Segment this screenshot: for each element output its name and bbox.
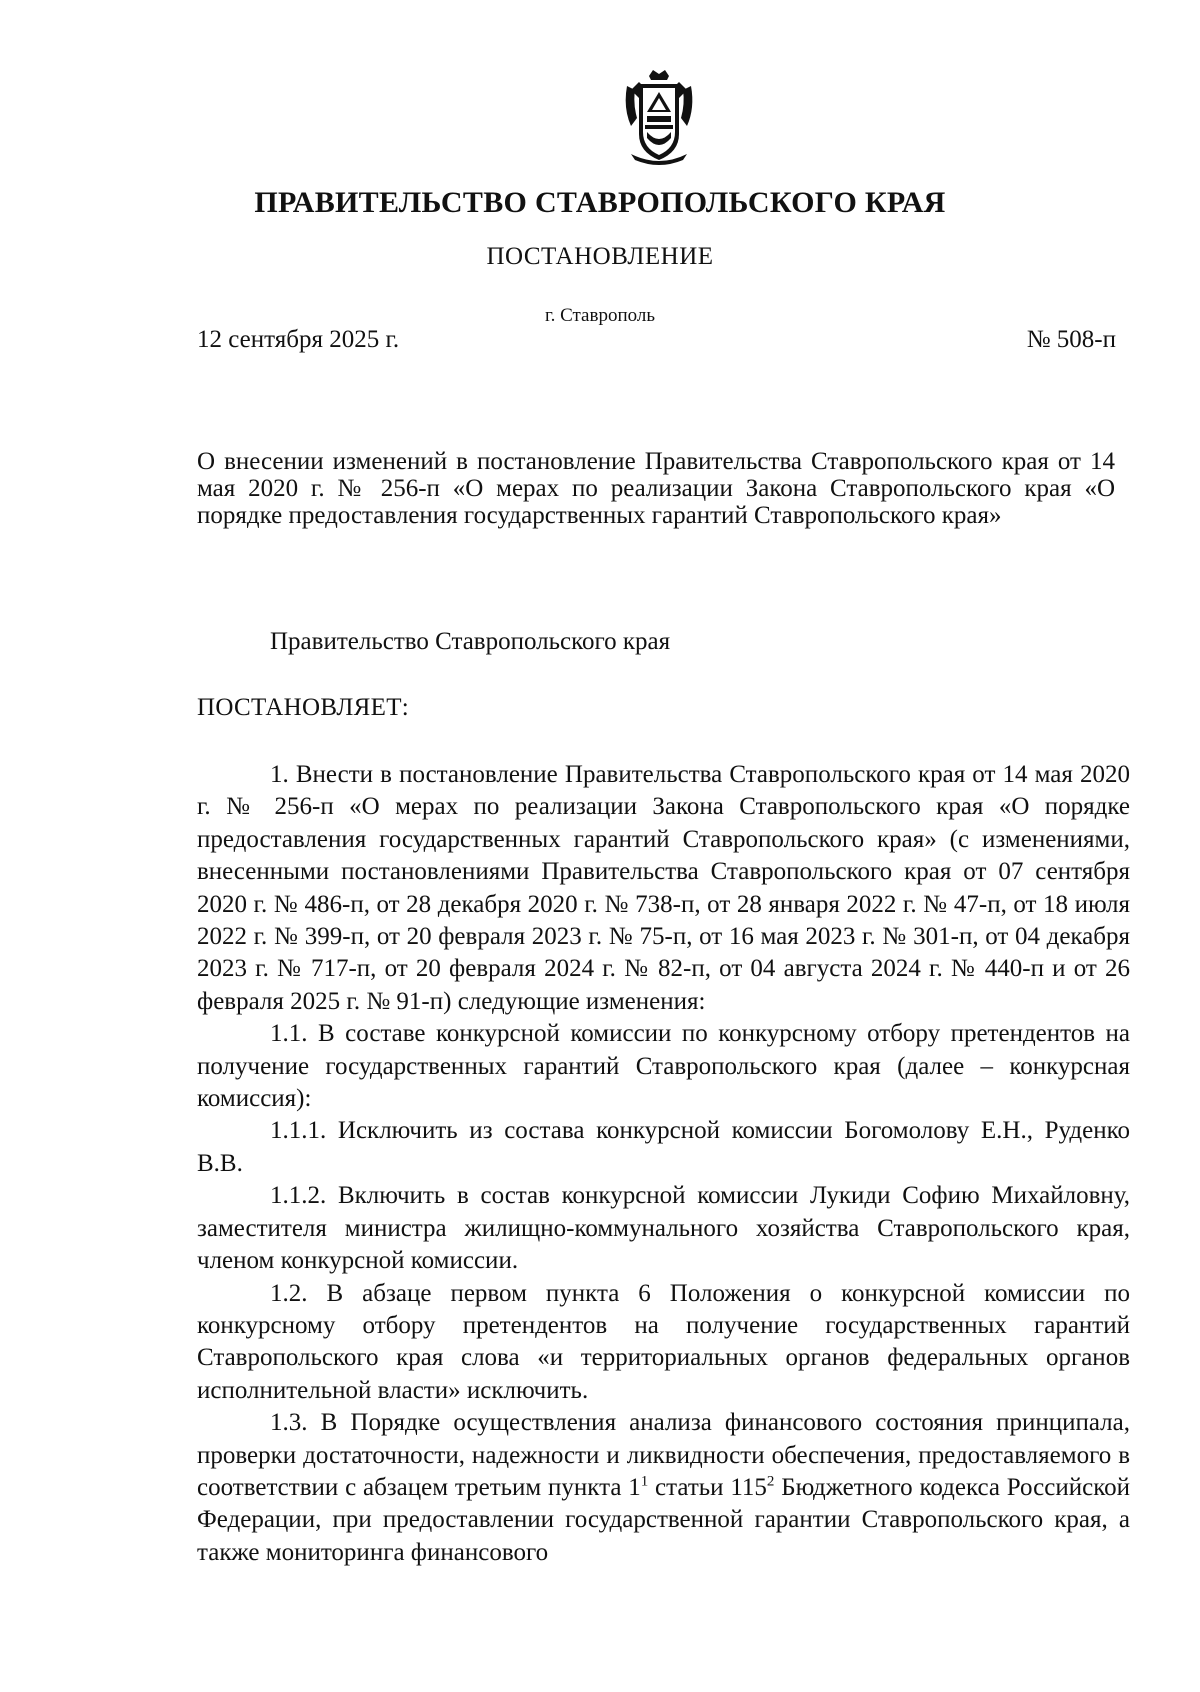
paragraph-1-3-part3: Бюджетного кодекса Российской Федерации, при предоставлении государственной гарантии Ставропольского края, а также мониторинга финансового [197,1473,1130,1566]
document-number: № 508-п [1026,326,1116,353]
issue-date: 12 сентября 2025 г. [197,326,400,353]
paragraph-1-3-part2: статьи 115 [648,1473,767,1501]
document-body [197,759,1130,1569]
paragraph-1-3 [197,1407,1130,1569]
paragraph-1: 1. Внести в постановление Правительства Ставропольского края от 14 мая 2020 г. № 256-п «О мерах по реализации Закона Ставропольского края «О порядке предоставления государственных гарантий Ставропольского края» (с изменениями, внесенными постановлениями Правительства Ставропольского края от 07 сентября 2020 г. № 486-п, от 28 декабря 2020 г. № 738-п, от 28 января 2022 г. № 47-п, от 18 июля 2022 г. № 399-п, от 20 февраля 2023 г. № 75-п, от 16 мая 2023 г. № 301-п, от 04 декабря 2023 г. № 717-п, от 20 февраля 2024 г. № 82-п, от 04 августа 2024 г. № 440-п и от 26 февраля 2025 г. № 91-п) следующие изменения: [197,761,1130,1015]
document-type: ПОСТАНОВЛЕНИЕ [486,243,714,270]
preamble-government: Правительство Ставропольского края [270,628,671,655]
paragraph-1-3-part1: 1.3. В Порядке осуществления анализа финансового состояния принципала, проверки достаточности, надежности и ликвидности обеспечения, предоставляемого в соответствии с абзацем третьим пункта 1 [197,1409,1130,1501]
superscript-2: 2 [766,1473,775,1490]
paragraph-1-2: 1.2. В абзаце первом пункта 6 Положения о конкурсной комиссии по конкурсному отбору претендентов на получение государственных гарантий Ставропольского края слова «и территориальных органов федеральных органов исполнительной власти» исключить. [197,1279,1130,1404]
paragraph-1-1-1: 1.1.1. Исключить из состава конкурсной комиссии Богомолову Е.Н., Руденко В.В. [197,1117,1130,1177]
paragraph-1-1-2: 1.1.2. Включить в состав конкурсной комиссии Лукиди Софию Михайловну, заместителя министра жилищно-коммунального хозяйства Ставропольского края, членом конкурсной комиссии. [197,1182,1130,1275]
stavropol-coat-of-arms-icon [621,68,697,168]
preamble-resolves: ПОСТАНОВЛЯЕТ: [197,694,410,721]
paragraph-1-1: 1.1. В составе конкурсной комиссии по конкурсному отбору претендентов на получение государственных гарантий Ставропольского края (далее – конкурсная комиссия): [197,1020,1130,1113]
issue-city: г. Ставрополь [544,305,656,326]
issuer-title: ПРАВИТЕЛЬСТВО СТАВРОПОЛЬСКОГО КРАЯ [254,186,946,219]
document-subject: О внесении изменений в постановление Правительства Ставропольского края от 14 мая 2020 г. № 256-п «О мерах по реализации Закона Ставропольского края «О порядке предоставления государственных гарантий Ставропольского края» [197,448,1115,529]
superscript-1: 1 [640,1473,649,1490]
